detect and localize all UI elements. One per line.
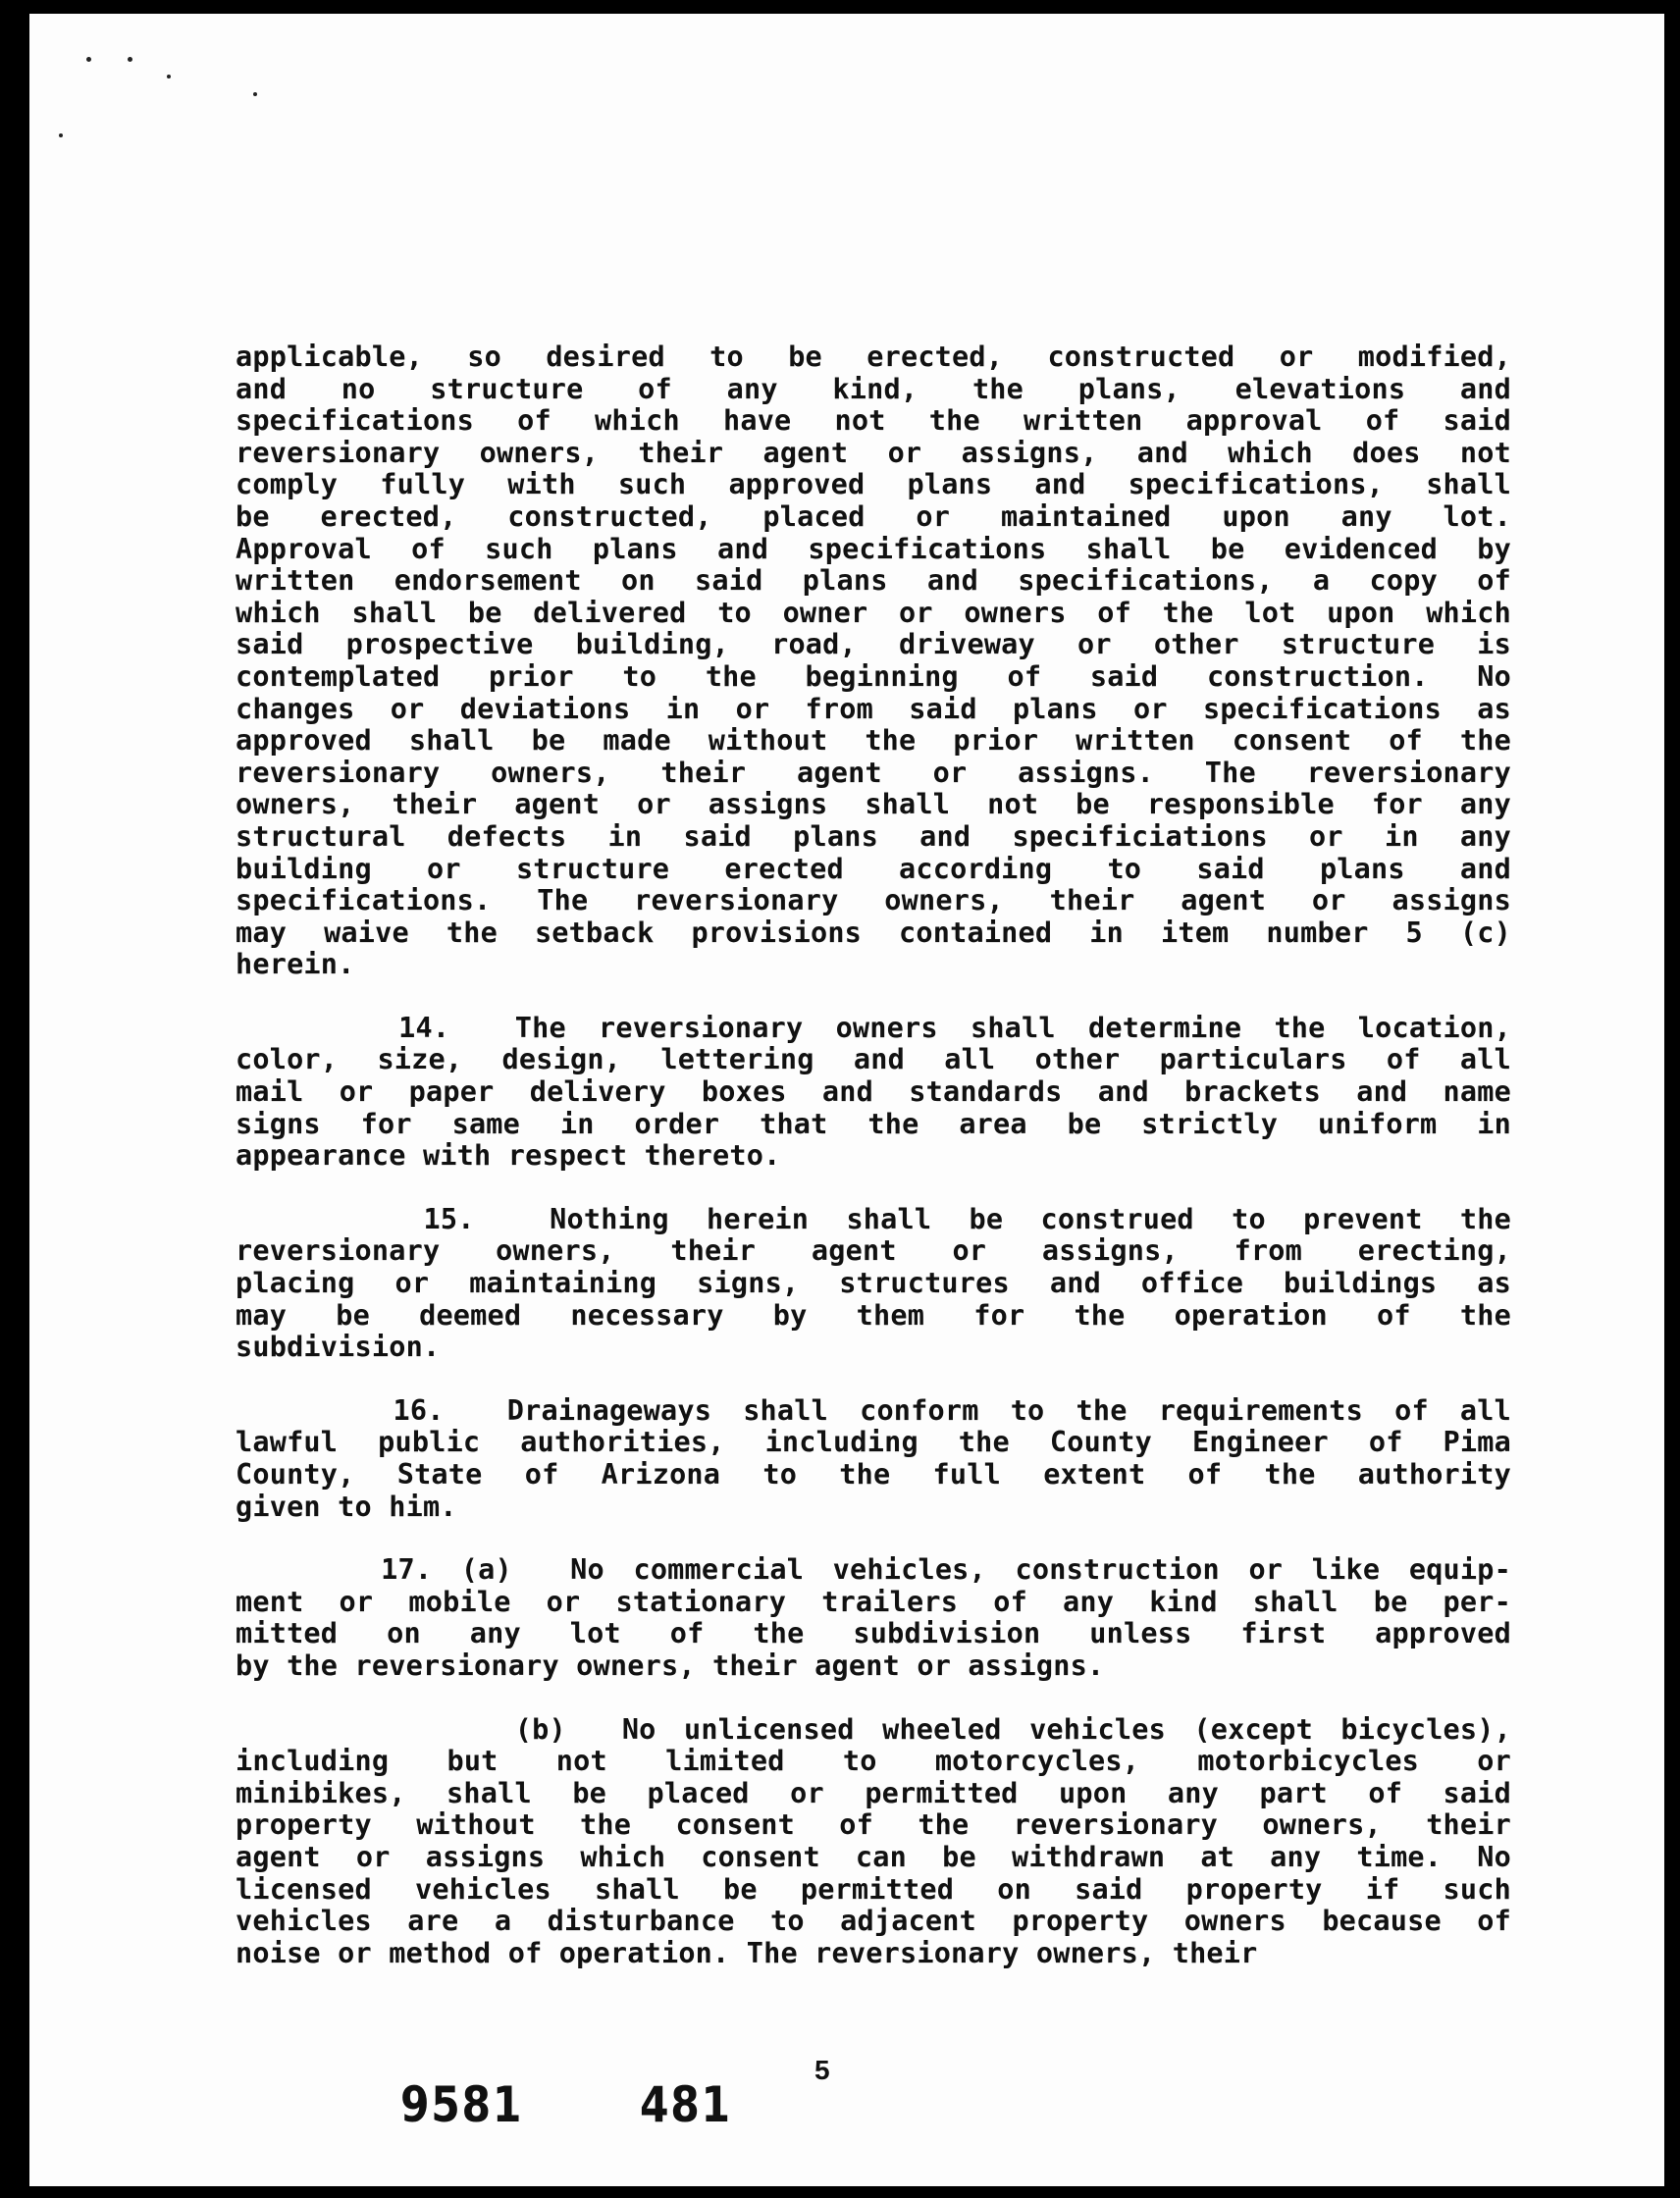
text-line: comply fully with such approved plans and specifications, shall (236, 468, 1511, 501)
text-line: written endorsement on said plans and specifications, a copy of (236, 564, 1511, 598)
text-line: appearance with respect thereto. (236, 1139, 781, 1173)
text-line: subdivision. (236, 1331, 441, 1364)
text-line: placing or maintaining signs, structures and office buildings as (236, 1267, 1511, 1300)
text-line: changes or deviations in or from said plans or specifications as (236, 692, 1511, 725)
text-line: agent or assigns which consent can be withdrawn at any time. No (236, 1840, 1511, 1873)
page-stamp: 481 (640, 2076, 732, 2133)
docket-number: 9581 (400, 2076, 524, 2133)
body-text (236, 341, 1511, 1969)
text-line: 16. Drainageways shall conform to the requirements of all (236, 1393, 1511, 1427)
paragraph (236, 341, 1511, 981)
text-line: approved shall be made without the prior written consent of the (236, 724, 1511, 758)
scan-speck (128, 57, 132, 62)
text-line: 17. (a) No commercial vehicles, construction or like equip- (236, 1553, 1511, 1587)
text-line: given to him. (236, 1490, 457, 1523)
text-line: specifications of which have not the written approval of said (236, 404, 1511, 438)
text-line: by the reversionary owners, their agent or assigns. (236, 1648, 1105, 1682)
text-line: property without the consent of the reversionary owners, their (236, 1808, 1511, 1842)
text-line: 15. Nothing herein shall be construed to prevent the (236, 1202, 1511, 1235)
text-line: reversionary owners, their agent or assigns, from erecting, (236, 1234, 1511, 1268)
text-line: reversionary owners, their agent or assigns, and which does not (236, 436, 1511, 469)
scan-speck (59, 133, 63, 137)
text-line: (b) No unlicensed wheeled vehicles (except bicycles), (236, 1712, 1511, 1746)
paragraph (236, 1395, 1511, 1523)
text-line: and no structure of any kind, the plans, elevations and (236, 372, 1511, 405)
text-line: ment or mobile or stationary trailers of any kind shall be per- (236, 1585, 1511, 1618)
text-line: may waive the setback provisions contained in item number 5 (c) (236, 916, 1511, 949)
text-line: licensed vehicles shall be permitted on said property if such (236, 1872, 1511, 1906)
text-line: building or structure erected according to said plans and (236, 852, 1511, 885)
text-line: may be deemed necessary by them for the operation of the (236, 1298, 1511, 1332)
text-line: owners, their agent or assigns shall not be responsible for any (236, 788, 1511, 821)
text-line: mail or paper delivery boxes and standards and brackets and name (236, 1075, 1511, 1109)
text-line: including but not limited to motorcycles, motorbicycles or (236, 1745, 1511, 1778)
text-line: mitted on any lot of the subdivision unless first approved (236, 1617, 1511, 1650)
paragraph (236, 1554, 1511, 1682)
paragraph (236, 1714, 1511, 1970)
text-line: signs for same in order that the area be strictly uniform in (236, 1107, 1511, 1140)
text-line: herein. (236, 948, 355, 981)
scan-speck (167, 75, 171, 78)
text-line: be erected, constructed, placed or maintained upon any lot. (236, 499, 1511, 533)
text-line: applicable, so desired to be erected, constructed or modified, (236, 340, 1511, 373)
text-line: specifications. The reversionary owners, their agent or assigns (236, 884, 1511, 917)
text-line: which shall be delivered to owner or owners of the lot upon which (236, 596, 1511, 629)
text-line: lawful public authorities, including the County Engineer of Pima (236, 1426, 1511, 1459)
text-line: noise or method of operation. The reversionary owners, their (236, 1936, 1258, 1969)
text-line: contemplated prior to the beginning of said construction. No (236, 659, 1511, 693)
paragraph (236, 1013, 1511, 1173)
text-line: structural defects in said plans and specificiations or in any (236, 819, 1511, 853)
text-line: 14. The reversionary owners shall determine the location, (236, 1011, 1511, 1044)
document-page (29, 14, 1664, 2186)
text-line: reversionary owners, their agent or assigns. The reversionary (236, 756, 1511, 789)
text-line: color, size, design, lettering and all other particulars of all (236, 1043, 1511, 1076)
text-line: County, State of Arizona to the full extent of the authority (236, 1458, 1511, 1491)
scan-speck (253, 92, 257, 96)
page-number: 5 (814, 2055, 830, 2085)
text-line: Approval of such plans and specifications shall be evidenced by (236, 532, 1511, 565)
paragraph (236, 1204, 1511, 1364)
scan-speck (86, 57, 91, 62)
text-line: vehicles are a disturbance to adjacent property owners because of (236, 1905, 1511, 1938)
text-line: said prospective building, road, driveway or other structure is (236, 628, 1511, 661)
text-line: minibikes, shall be placed or permitted upon any part of said (236, 1776, 1511, 1809)
